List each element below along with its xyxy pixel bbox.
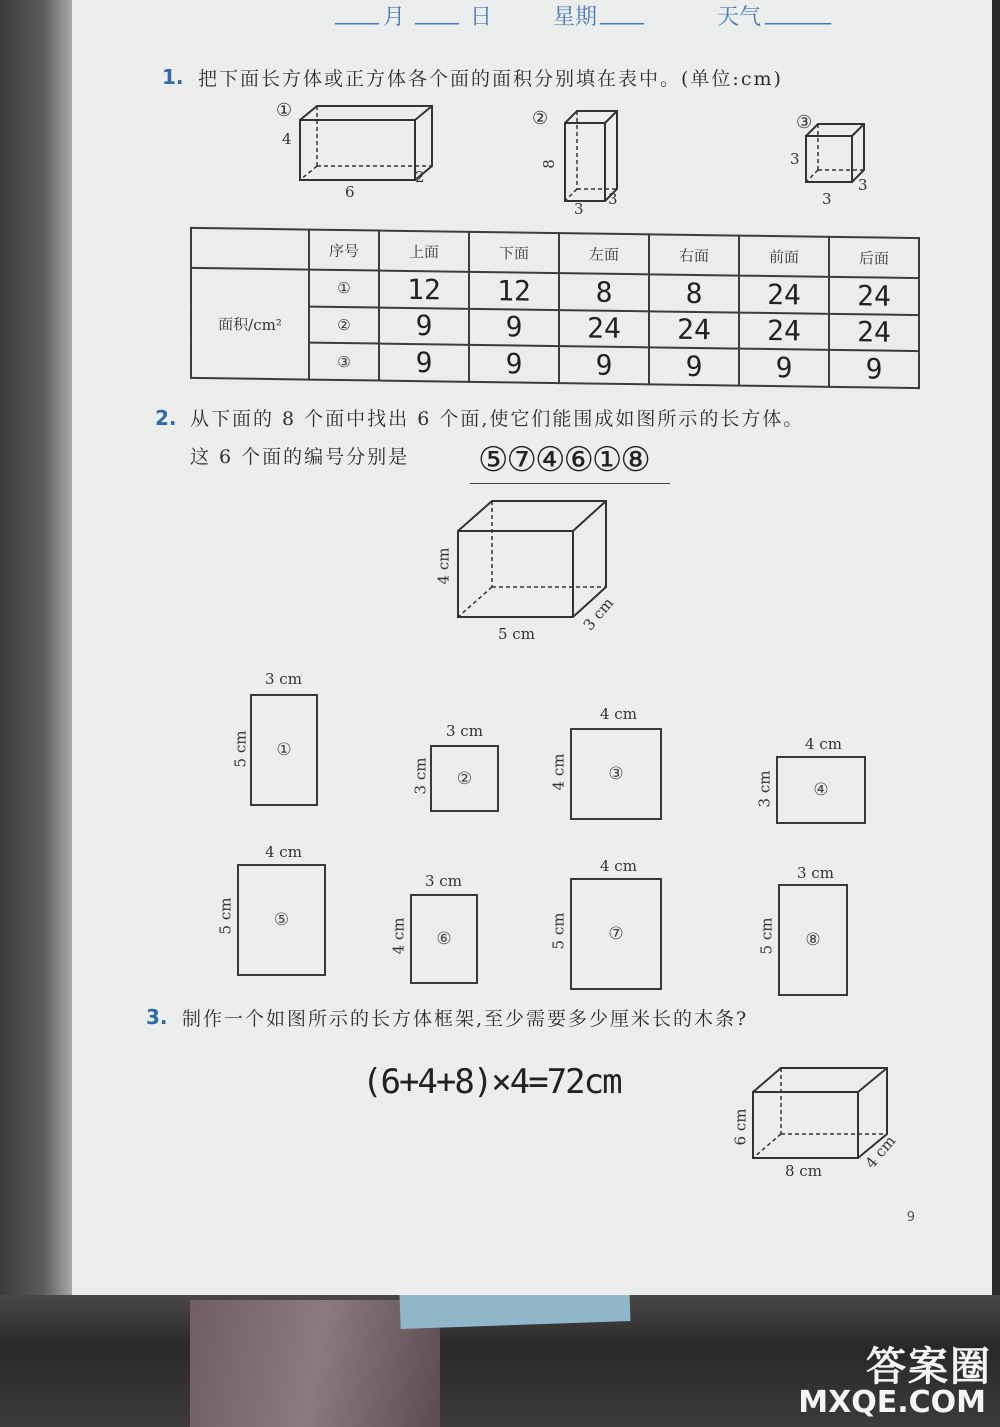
row-mark: ② [309, 306, 379, 344]
face-6-side: 4 cm [389, 917, 408, 955]
q1-shape-1-h: 4 [282, 130, 292, 148]
table-cell: 8 [649, 274, 739, 312]
table-cell: 24 [829, 313, 919, 351]
face-5: ⑤ [237, 864, 326, 976]
table-corner [191, 228, 309, 270]
table-header: 序号 [309, 230, 379, 271]
q2-answer: ⑤⑦④⑥①⑧ [478, 440, 649, 480]
table-cell: 24 [559, 310, 649, 348]
face-6-top: 3 cm [425, 872, 462, 890]
face-1-side: 5 cm [231, 730, 250, 768]
table-cell: 12 [469, 272, 559, 310]
face-8: ⑧ [778, 884, 848, 996]
face-3-top: 4 cm [600, 705, 637, 723]
q3-box-w: 4 cm [861, 1132, 900, 1172]
table-cell: 9 [469, 345, 559, 383]
table-header: 左面 [559, 233, 649, 274]
q1-text: 把下面长方体或正方体各个面的面积分别填在表中。(单位:cm) [198, 68, 783, 90]
table-cell: 8 [559, 273, 649, 311]
face-3: ③ [570, 728, 662, 820]
q2-text-line2: 这 6 个面的编号分别是 [190, 446, 410, 468]
face-4-top: 4 cm [805, 735, 842, 753]
q1-shape-3-mark: ③ [796, 112, 813, 133]
table-cell: 9 [469, 308, 559, 346]
q2-box-h: 4 cm [434, 547, 453, 585]
face-8-side: 5 cm [757, 917, 776, 955]
q1-shape-1-w: 2 [415, 168, 425, 186]
face-7: ⑦ [570, 878, 662, 990]
table-cell: 9 [739, 349, 829, 387]
table-header: 右面 [649, 234, 739, 275]
q3-box-h: 6 cm [731, 1108, 750, 1146]
q1-shape-2-l: 3 [574, 200, 584, 218]
q1-shape-2-h: 8 [539, 159, 558, 169]
table-header: 下面 [469, 232, 559, 273]
week-label: 星期 [553, 5, 598, 30]
face-5-top: 4 cm [265, 843, 302, 861]
row-mark: ① [309, 270, 379, 308]
q1-shape-3-w: 3 [858, 176, 868, 194]
table-cell: 12 [379, 271, 469, 309]
face-7-side: 5 cm [549, 912, 568, 950]
q3-number: 3. [146, 1005, 168, 1029]
q1-shape-2-w: 3 [608, 190, 618, 208]
q2-text-line1: 从下面的 8 个面中找出 6 个面,使它们能围成如图所示的长方体。 [190, 408, 805, 430]
face-4-side: 3 cm [755, 770, 774, 808]
q1-shape-1-mark: ① [276, 100, 293, 121]
table-cell: 9 [649, 348, 739, 386]
day-label: 日 [470, 5, 493, 30]
face-1-top: 3 cm [265, 670, 302, 688]
watermark-logo: 答案圈 [866, 1344, 992, 1390]
q2-number: 2. [155, 406, 177, 430]
face-8-top: 3 cm [797, 864, 834, 882]
q1-shape-3-l: 3 [822, 190, 832, 208]
table-cell: 9 [379, 307, 469, 345]
q2-box-l: 5 cm [498, 625, 535, 643]
q3-text: 制作一个如图所示的长方体框架,至少需要多少厘米长的木条? [182, 1008, 749, 1030]
page-number: 9 [906, 1210, 915, 1225]
table-cell: 24 [739, 312, 829, 350]
q3-answer: (6+4+8)×4=72cm [362, 1062, 621, 1102]
q1-shape-2-mark: ② [532, 108, 549, 129]
table-header: 后面 [829, 237, 919, 278]
table-cell: 24 [649, 311, 739, 349]
watermark-url: MXQE.COM [798, 1385, 986, 1420]
face-2-side: 3 cm [411, 757, 430, 795]
table-cell: 9 [559, 346, 649, 384]
face-3-side: 4 cm [549, 753, 568, 791]
table-header: 前面 [739, 236, 829, 277]
weather-label: 天气 [717, 5, 762, 30]
q2-box-w: 3 cm [579, 594, 618, 634]
table-cell: 9 [829, 350, 919, 388]
q3-box-l: 8 cm [785, 1162, 822, 1180]
q1-number: 1. [162, 65, 184, 89]
table-header: 上面 [379, 231, 469, 272]
face-7-top: 4 cm [600, 857, 637, 875]
q1-shape-3-h: 3 [790, 150, 800, 168]
q1-area-table [190, 227, 920, 389]
face-2-top: 3 cm [446, 722, 483, 740]
date-header: ____ 月 ____ 日 星期 ____ 天气 ______ [335, 0, 831, 30]
face-2: ② [430, 745, 499, 812]
face-6: ⑥ [410, 894, 478, 984]
table-cell: 9 [379, 344, 469, 382]
table-row-label: 面积/cm² [191, 268, 309, 380]
q1-shape-1-l: 6 [345, 183, 355, 201]
table-cell: 24 [829, 277, 919, 315]
month-label: 月 [383, 5, 406, 30]
face-5-side: 5 cm [216, 897, 235, 935]
face-4: ④ [776, 756, 866, 824]
q1-shape-1 [270, 100, 440, 210]
book-spine [0, 0, 72, 1295]
table-cell: 24 [739, 276, 829, 314]
row-mark: ③ [309, 343, 379, 381]
q2-answer-underline [470, 483, 670, 484]
face-1: ① [250, 694, 318, 806]
